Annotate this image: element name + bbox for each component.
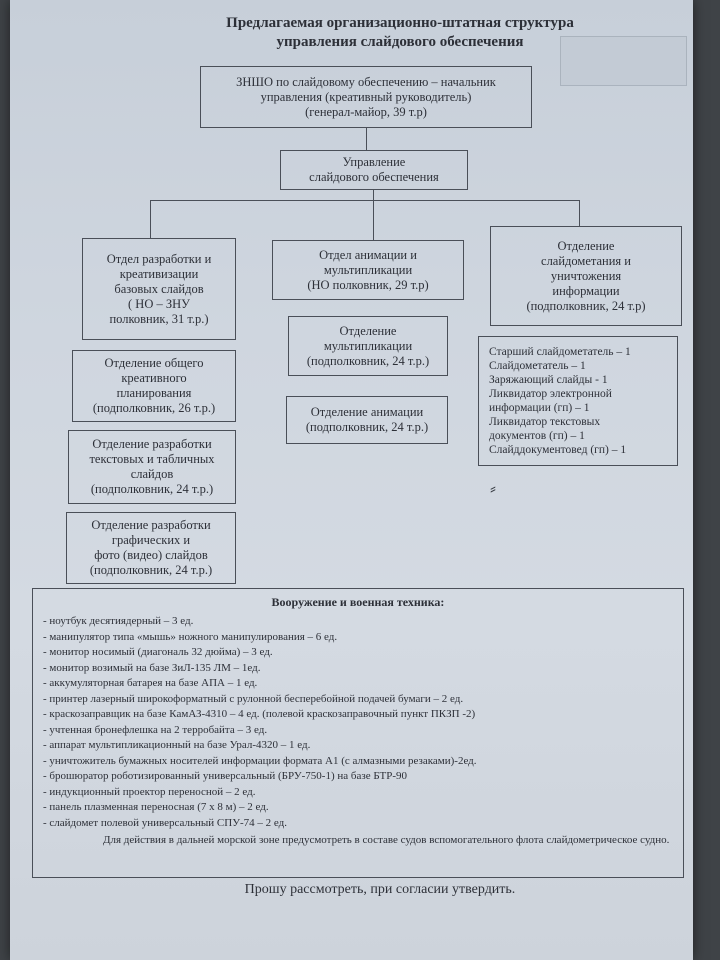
- head-line: ЗНШО по слайдовому обеспечению – начальник: [236, 74, 496, 89]
- sub-graphic-slides: [66, 512, 236, 584]
- sub-animation: [286, 396, 448, 444]
- title-line: управления слайдового обеспечения: [276, 34, 524, 50]
- armament-item: - брошюратор роботизированный универсальный (БРУ-750-1) на базе БТР-90: [43, 770, 408, 782]
- sub-line: Отделение разработки: [92, 437, 212, 451]
- head-line: управления (креативный руководитель): [260, 89, 472, 104]
- dept-destruction: [490, 226, 682, 326]
- sub-line: графических и: [111, 533, 191, 547]
- sub-line: слайдов: [130, 467, 174, 481]
- dept-line: мультипликации: [323, 262, 413, 277]
- admin-line: Управление: [342, 155, 406, 169]
- sub-line: текстовых и табличных: [89, 452, 215, 466]
- dept-line: (подполковник, 24 т.р): [526, 298, 646, 313]
- head-box: [200, 66, 532, 128]
- dept-line: (НО полковник, 29 т.р): [307, 277, 429, 292]
- sub-line: (подполковник, 26 т.р.): [92, 401, 216, 415]
- armament-item: - панель плазменная переносная (7 х 8 м) – 2 ед.: [43, 801, 269, 813]
- connector: [366, 128, 367, 150]
- armament-item: - аппарат мультипликационный на базе Урал-4320 – 1 ед.: [43, 739, 311, 751]
- sub-planning: [72, 350, 236, 422]
- dept-line: полковник, 31 т.р.): [109, 311, 209, 326]
- page-title: [140, 14, 660, 52]
- sub-line: фото (видео) слайдов: [94, 548, 208, 562]
- connector: [579, 200, 580, 226]
- sub-line: (подполковник, 24 т.р.): [305, 420, 429, 434]
- dept-line: Отдел разработки и: [106, 251, 212, 266]
- sub-text-slides: [68, 430, 236, 504]
- dept-line: креативизации: [119, 266, 199, 281]
- list-item: Слайддокументовед (гп) – 1: [489, 444, 627, 456]
- connector: [373, 200, 374, 240]
- dept-animation: [272, 240, 464, 300]
- armament-item: - индукционный проектор переносной – 2 ед.: [43, 785, 256, 798]
- list-item: документов (гп) – 1: [489, 430, 585, 442]
- list-item: Старший слайдометатель – 1: [489, 346, 631, 358]
- sub-line: Отделение анимации: [310, 405, 424, 419]
- list-item: информации (гп) – 1: [489, 402, 590, 414]
- admin-line: слайдового обеспечения: [309, 170, 439, 184]
- armament-item: - манипулятор типа «мышь» ножного манипулирования – 6 ед.: [43, 630, 338, 643]
- title-line: Предлагаемая организационно-штатная структура: [226, 15, 574, 31]
- dept-development: [82, 238, 236, 340]
- armament-item: - монитор носимый (диагональ 32 дюйма) – 3 ед.: [43, 646, 273, 658]
- armament-section: [32, 588, 684, 878]
- sub-line: Отделение общего: [104, 356, 204, 370]
- sub-line: (подполковник, 24 т.р.): [306, 353, 430, 368]
- armament-note: Для действия в дальней морской зоне предусмотреть в составе судов вспомогательного флота слайдометрическое судно.: [103, 834, 670, 846]
- sub-line: мультипликации: [323, 338, 413, 353]
- armament-item: - уничтожитель бумажных носителей информации формата А1 (с алмазными резаками)-2ед.: [43, 754, 477, 767]
- head-line: (генерал-майор, 39 т.р): [305, 104, 427, 119]
- dept-line: информации: [552, 283, 620, 298]
- approval-request: Прошу рассмотреть, при согласии утвердить.: [244, 882, 516, 897]
- armament-item: - принтер лазерный широкоформатный с рулонной бесперебойной подачей бумаги – 2 ед.: [43, 692, 464, 705]
- sub-line: Отделение разработки: [91, 518, 211, 532]
- dept-line: уничтожения: [550, 268, 622, 283]
- dept-line: слайдометания и: [541, 253, 631, 268]
- dept-line: Отделение: [557, 238, 615, 253]
- sub-line: (подполковник, 24 т.р.): [89, 563, 213, 577]
- armament-title: Вооружение и военная техника:: [271, 595, 445, 609]
- armament-item: - учтенная бронефлешка на 2 терробайта – 3 ед.: [43, 723, 268, 736]
- pen-mark: ⸗: [490, 478, 496, 498]
- list-item: Заряжающий слайды - 1: [489, 374, 608, 386]
- list-item: Ликвидатор электронной: [489, 388, 612, 400]
- sub-line: Отделение: [339, 323, 397, 338]
- sub-line: планирования: [116, 386, 192, 400]
- armament-item: - ноутбук десятиядерный – 3 ед.: [43, 615, 194, 627]
- connector: [150, 200, 151, 238]
- staff-list: [478, 336, 678, 466]
- list-item: Ликвидатор текстовых: [489, 416, 601, 428]
- list-item: Слайдометатель – 1: [489, 360, 586, 372]
- armament-item: - монитор возимый на базе ЗиЛ-135 ЛМ – 1ед.: [43, 661, 261, 674]
- admin-box: [280, 150, 468, 190]
- armament-item: - краскозаправщик на базе КамАЗ-4310 – 4 ед. (полевой краскозаправочный пункт ПКЗП -2): [43, 708, 476, 720]
- armament-item: - аккумуляторная батарея на базе АПА – 1 ед.: [43, 677, 258, 689]
- dept-line: Отдел анимации и: [319, 247, 417, 262]
- sub-line: креативного: [121, 371, 187, 385]
- connector: [150, 200, 580, 201]
- sub-multiplication: [288, 316, 448, 376]
- dept-line: базовых слайдов: [114, 281, 204, 296]
- connector: [373, 190, 374, 200]
- dept-line: ( НО – ЗНУ: [128, 296, 190, 311]
- sub-line: (подполковник, 24 т.р.): [90, 482, 214, 496]
- armament-item: - слайдомет полевой универсальный СПУ-74 – 2 ед.: [43, 816, 287, 829]
- document-page: [10, 0, 693, 960]
